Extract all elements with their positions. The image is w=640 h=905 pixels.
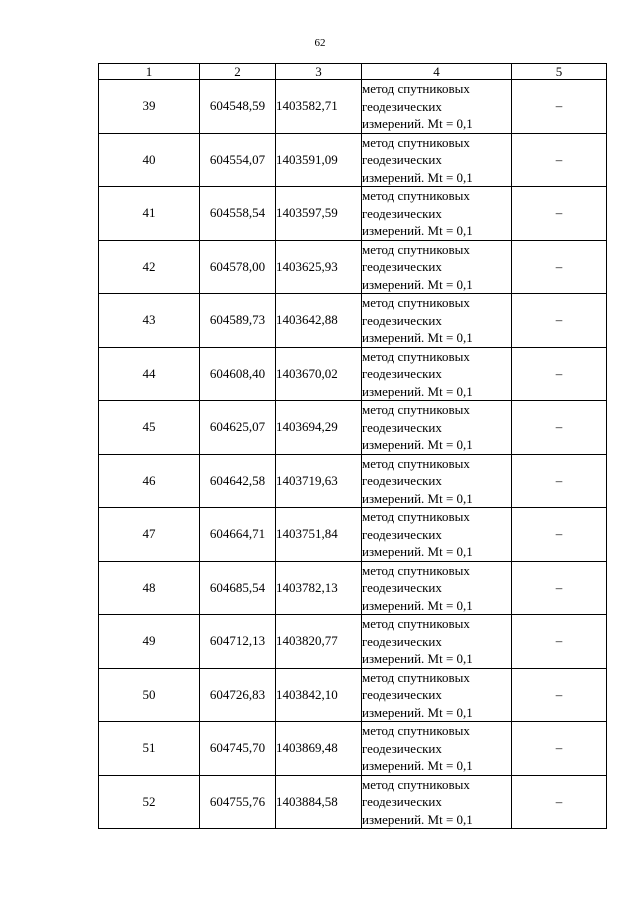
- point-number-cell: 47: [99, 508, 200, 562]
- table-row: [99, 347, 607, 401]
- x-coordinate-cell: 604589,73: [200, 294, 276, 348]
- table-row: [99, 240, 607, 294]
- y-coordinate-cell: 1403820,77: [276, 615, 362, 669]
- method-line: измерений. Mt = 0,1: [362, 597, 473, 613]
- method-line: измерений. Mt = 0,1: [362, 223, 473, 238]
- table-row: [99, 775, 607, 829]
- y-coordinate-cell: 1403782,13: [276, 561, 362, 615]
- method-line: измерений. Mt = 0,1: [362, 383, 473, 399]
- table-body: [99, 80, 607, 829]
- point-number-cell: 49: [99, 615, 200, 669]
- method-line: геодезических: [362, 687, 442, 702]
- x-coordinate-cell: 604642,58: [200, 454, 276, 508]
- method-line: измерений. Mt = 0,1: [362, 116, 473, 131]
- point-number-cell: 41: [99, 187, 200, 241]
- table-row: [99, 187, 607, 241]
- method-line: геодезических: [362, 205, 442, 221]
- table-row: [99, 615, 607, 669]
- method-cell: [362, 561, 512, 615]
- y-coordinate-cell: 1403625,93: [276, 240, 362, 294]
- point-number-cell: 50: [99, 668, 200, 722]
- method-line: метод спутниковых: [362, 723, 470, 738]
- method-line: геодезических: [362, 419, 442, 435]
- note-cell: –: [512, 294, 607, 348]
- method-line: измерений. Mt = 0,1: [362, 330, 473, 345]
- method-line: метод спутниковых: [362, 241, 470, 257]
- method-cell: [362, 668, 512, 722]
- y-coordinate-cell: 1403642,88: [276, 294, 362, 348]
- method-cell: [362, 615, 512, 669]
- point-number-cell: 40: [99, 133, 200, 187]
- method-cell: [362, 133, 512, 187]
- y-coordinate-cell: 1403597,59: [276, 187, 362, 241]
- note-cell: –: [512, 615, 607, 669]
- x-coordinate-cell: 604548,59: [200, 80, 276, 134]
- x-coordinate-cell: 604554,07: [200, 133, 276, 187]
- table-row: [99, 722, 607, 776]
- method-cell: [362, 722, 512, 776]
- y-coordinate-cell: 1403694,29: [276, 401, 362, 455]
- page-number: 62: [314, 37, 326, 49]
- point-number-cell: 51: [99, 722, 200, 776]
- note-cell: –: [512, 722, 607, 776]
- y-coordinate-cell: 1403670,02: [276, 347, 362, 401]
- method-line: геодезических: [362, 366, 442, 381]
- y-coordinate-cell: 1403582,71: [276, 80, 362, 134]
- table-row: [99, 508, 607, 562]
- method-line: метод спутниковых: [362, 81, 470, 96]
- point-number-cell: 43: [99, 294, 200, 348]
- method-line: измерений. Mt = 0,1: [362, 544, 473, 559]
- method-cell: [362, 187, 512, 241]
- method-line: геодезических: [362, 580, 442, 595]
- note-cell: –: [512, 454, 607, 508]
- method-cell: [362, 294, 512, 348]
- y-coordinate-cell: 1403869,48: [276, 722, 362, 776]
- x-coordinate-cell: 604664,71: [200, 508, 276, 562]
- x-coordinate-cell: 604745,70: [200, 722, 276, 776]
- method-line: метод спутниковых: [362, 134, 470, 150]
- y-coordinate-cell: 1403751,84: [276, 508, 362, 562]
- point-number-cell: 45: [99, 401, 200, 455]
- x-coordinate-cell: 604625,07: [200, 401, 276, 455]
- column-header-4: 4: [362, 64, 512, 80]
- x-coordinate-cell: 604755,76: [200, 775, 276, 829]
- point-number-cell: 52: [99, 775, 200, 829]
- note-cell: –: [512, 401, 607, 455]
- method-line: метод спутниковых: [362, 188, 470, 203]
- method-line: измерений. Mt = 0,1: [362, 276, 473, 292]
- note-cell: –: [512, 80, 607, 134]
- method-line: метод спутниковых: [362, 295, 470, 310]
- method-line: метод спутниковых: [362, 616, 470, 631]
- method-line: измерений. Mt = 0,1: [362, 704, 473, 720]
- y-coordinate-cell: 1403591,09: [276, 133, 362, 187]
- method-line: геодезических: [362, 526, 442, 542]
- method-cell: [362, 508, 512, 562]
- table-row: [99, 133, 607, 187]
- table-row: [99, 561, 607, 615]
- method-line: геодезических: [362, 740, 442, 756]
- column-header-1: 1: [99, 64, 200, 80]
- table-row: [99, 294, 607, 348]
- method-line: измерений. Mt = 0,1: [362, 811, 473, 827]
- table-row: [99, 401, 607, 455]
- method-line: метод спутниковых: [362, 455, 470, 471]
- y-coordinate-cell: 1403842,10: [276, 668, 362, 722]
- method-line: измерений. Mt = 0,1: [362, 437, 473, 452]
- x-coordinate-cell: 604608,40: [200, 347, 276, 401]
- x-coordinate-cell: 604726,83: [200, 668, 276, 722]
- method-line: метод спутниковых: [362, 402, 470, 417]
- method-cell: [362, 454, 512, 508]
- point-number-cell: 39: [99, 80, 200, 134]
- method-cell: [362, 347, 512, 401]
- y-coordinate-cell: 1403884,58: [276, 775, 362, 829]
- table-row: [99, 80, 607, 134]
- method-line: измерений. Mt = 0,1: [362, 490, 473, 506]
- x-coordinate-cell: 604712,13: [200, 615, 276, 669]
- method-cell: [362, 80, 512, 134]
- table-row: [99, 668, 607, 722]
- method-line: измерений. Mt = 0,1: [362, 169, 473, 185]
- method-line: геодезических: [362, 312, 442, 328]
- column-header-2: 2: [200, 64, 276, 80]
- note-cell: –: [512, 561, 607, 615]
- note-cell: –: [512, 187, 607, 241]
- note-cell: –: [512, 775, 607, 829]
- point-number-cell: 42: [99, 240, 200, 294]
- method-line: измерений. Mt = 0,1: [362, 758, 473, 773]
- method-line: метод спутниковых: [362, 509, 470, 524]
- method-line: геодезических: [362, 633, 442, 649]
- method-line: геодезических: [362, 473, 442, 488]
- point-number-cell: 46: [99, 454, 200, 508]
- point-number-cell: 44: [99, 347, 200, 401]
- table-row: [99, 454, 607, 508]
- method-line: метод спутниковых: [362, 562, 470, 578]
- method-line: метод спутниковых: [362, 669, 470, 685]
- coordinates-table: [98, 63, 607, 829]
- note-cell: –: [512, 133, 607, 187]
- column-header-5: 5: [512, 64, 607, 80]
- method-line: геодезических: [362, 98, 442, 114]
- x-coordinate-cell: 604685,54: [200, 561, 276, 615]
- method-cell: [362, 240, 512, 294]
- x-coordinate-cell: 604558,54: [200, 187, 276, 241]
- point-number-cell: 48: [99, 561, 200, 615]
- note-cell: –: [512, 668, 607, 722]
- method-cell: [362, 775, 512, 829]
- method-line: геодезических: [362, 259, 442, 274]
- method-line: геодезических: [362, 794, 442, 809]
- method-line: геодезических: [362, 152, 442, 167]
- note-cell: –: [512, 508, 607, 562]
- table-header-row: [99, 64, 607, 80]
- x-coordinate-cell: 604578,00: [200, 240, 276, 294]
- method-line: метод спутниковых: [362, 348, 470, 364]
- method-cell: [362, 401, 512, 455]
- y-coordinate-cell: 1403719,63: [276, 454, 362, 508]
- column-header-3: 3: [276, 64, 362, 80]
- method-line: метод спутниковых: [362, 776, 470, 792]
- note-cell: –: [512, 240, 607, 294]
- note-cell: –: [512, 347, 607, 401]
- method-line: измерений. Mt = 0,1: [362, 651, 473, 666]
